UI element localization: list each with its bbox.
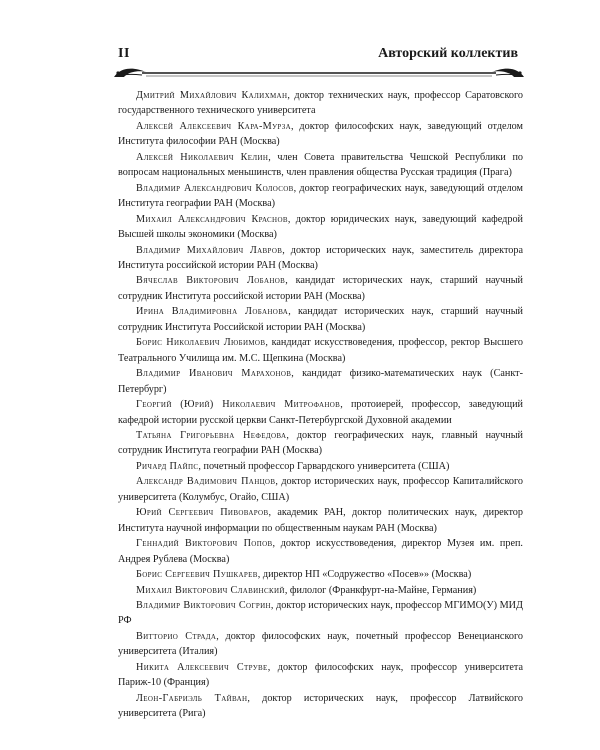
author-name: Владимир Александрович Колосов [136,182,294,194]
running-title: Авторский коллектив [378,46,518,61]
author-entry [118,304,523,335]
author-description: , доктор исторических наук, профессор МГИМО(У) МИД РФ [118,599,523,627]
author-description: , доктор исторических наук, заместитель директора Института российской истории РАН (Москва) [118,244,523,271]
author-description: , доктор географических наук, заведующий отделом Института географии РАН (Москва) [118,182,523,210]
author-description: , доктор технических наук, профессор Саратовского государственного технического университета [118,90,523,117]
author-entry [118,459,523,474]
author-entry [118,243,523,274]
author-entry [118,691,523,722]
author-name: Алексей Николаевич Келин [136,151,269,163]
author-entry [118,428,523,459]
author-description: , протоиерей, профессор, заведующий кафедрой истории русской церкви Санкт-Петербургской Духовной академии [118,399,524,426]
author-entry [118,273,523,304]
author-name: Ирина Владимировна Лобанова [136,306,289,318]
page-number: II [118,46,130,61]
author-name: Никита Алексеевич Струве [136,661,268,673]
author-description: , кандидат физико-математических наук (Санкт-Петербург) [118,368,523,395]
author-entry [118,212,523,243]
author-name: Татьяна Григорьевна Нефедова [136,429,287,441]
author-name: Владимир Иванович Марахонов [136,368,292,380]
author-name: Владимир Михайлович Лавров [136,244,283,256]
author-name: Александр Вадимович Панцов [136,476,276,488]
author-description: , кандидат исторических наук, старший научный сотрудник Института Российской истории РАН (Москва) [118,306,523,333]
author-name: Владимир Викторович Согрин [136,599,271,611]
author-name: Михаил Александрович Краснов [136,213,288,225]
author-description: , доктор исторических наук, профессор Капиталийского университета (Колумбус, Огайо, США) [118,476,523,503]
author-name: Леон-Габриэль Тайван [136,692,248,704]
author-entry [118,88,523,119]
author-name: Михаил Викторович Славинский [136,584,285,596]
author-name: Борис Николаевич Любимов [136,337,266,349]
author-description: , доктор исторических наук, профессор Латвийского университета (Рига) [118,692,523,720]
author-name: Геннадий Викторович Попов [136,538,273,550]
author-name: Вячеслав Викторович Лобанов [136,275,286,287]
author-entry [118,583,523,598]
page-header [118,46,518,66]
author-entry [118,335,523,366]
author-entry [118,567,523,582]
author-description: , доктор искусствоведения, директор Музея им. преп. Андрея Рублева (Москва) [118,538,523,565]
author-name: Георгий (Юрий) Николаевич Митрофанов [136,399,341,411]
author-entry [118,150,523,181]
author-entry [118,181,523,212]
author-name: Дмитрий Михайлович Калихман [136,90,288,101]
author-entry [118,660,523,691]
author-entry [118,505,523,536]
author-description: , доктор философских наук, заведующий отделом Института философии РАН (Москва) [118,120,524,148]
author-name: Алексей Алексеевич Кара-Мурза [136,120,291,132]
author-entry [118,119,523,150]
author-name: Борис Сергеевич Пушкарев [136,569,258,581]
author-description: , доктор географических наук, главный научный сотрудник Института географии РАН (Москва) [118,429,524,457]
author-name: Юрий Сергеевич Пивоваров [136,507,269,519]
author-description: , доктор юридических наук, заведующий кафедрой Высшей школы экономики (Москва) [118,213,523,241]
author-description: , директор НП «Содружество «Посев»» (Москва) [257,569,472,581]
author-description: , академик РАН, доктор политических наук, директор Института научной информации по общественным наукам РАН (Москва) [118,507,523,534]
ornamental-rule [112,64,526,80]
author-name: Витторио Страда [136,630,217,642]
author-description: , кандидат исторических наук, старший научный сотрудник Института российской истории РАН (Москва) [118,275,524,302]
author-entry [118,598,523,629]
author-description: , доктор философских наук, почетный профессор Венецианского университета (Италия) [118,630,524,658]
author-name: Ричард Пайпс [136,460,199,472]
author-description: , кандидат искусствоведения, профессор, ректор Высшего Театрального Училища им. М.С. Щепкина (Москва) [118,337,523,364]
author-description: , почетный профессор Гарвардского университета (США) [198,460,450,472]
author-entry [118,474,523,505]
author-entry [118,629,523,660]
author-description: , доктор философских наук, профессор университета Париж-10 (Франция) [118,661,523,689]
author-list [118,88,523,722]
author-entry [118,536,523,567]
author-entry [118,366,523,397]
author-description: , филолог (Франкфурт-на-Майне, Германия) [284,584,477,596]
author-entry [118,397,523,428]
author-description: , член Совета правительства Чешской Республики по вопросам национальных меньшинств, член правления общества Русская традиция (Прага) [118,151,523,179]
